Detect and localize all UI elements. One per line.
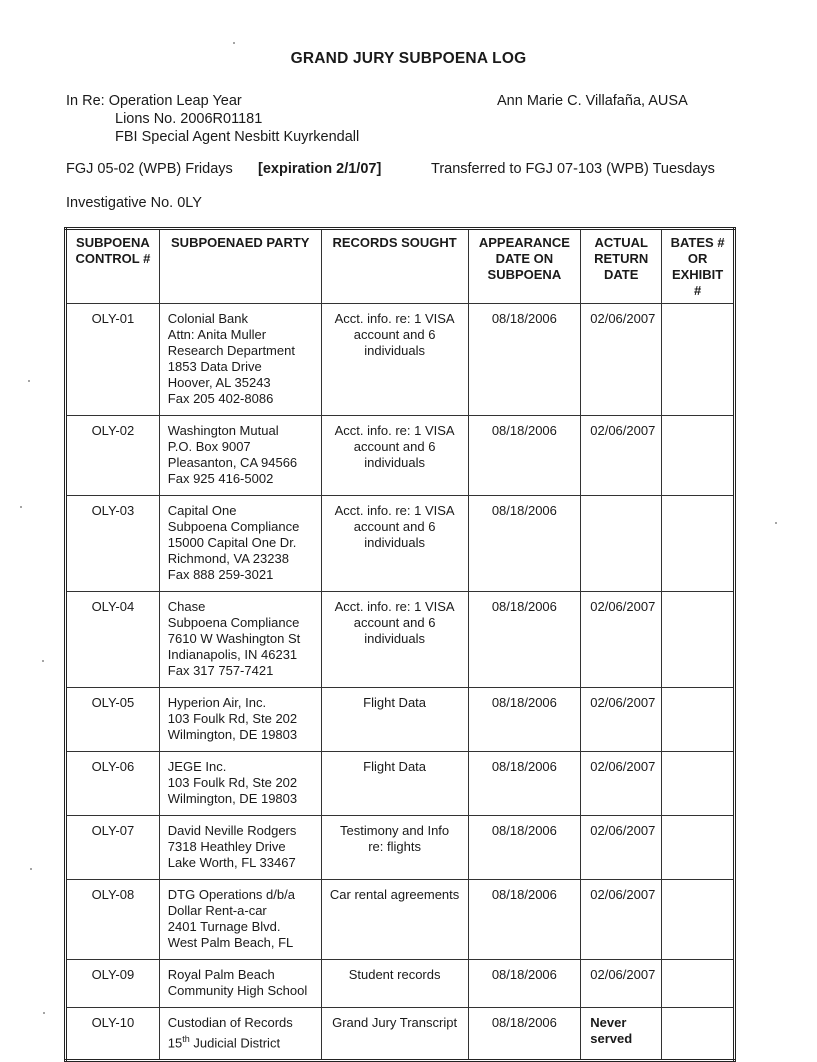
table-header-row (66, 229, 735, 304)
records-line: account and 6 (353, 519, 436, 534)
bates-exhibit (662, 416, 735, 496)
control-number: OLY-04 (66, 592, 160, 688)
page-title: GRAND JURY SUBPOENA LOG (290, 50, 527, 67)
header-line: SUBPOENA (487, 267, 562, 282)
party-line: P.O. Box 9007 (167, 439, 251, 454)
records-line: Grand Jury Transcript (332, 1015, 458, 1030)
control-number: OLY-03 (66, 496, 160, 592)
fbi-agent: FBI Special Agent Nesbitt Kuyrkendall (115, 129, 360, 145)
records-line: Flight Data (363, 695, 427, 710)
records-line: individuals (364, 343, 425, 358)
table-row (66, 496, 735, 592)
table-row (66, 416, 735, 496)
records-sought (321, 816, 468, 880)
actual-line: 02/06/2007 (590, 311, 656, 326)
records-sought (321, 592, 468, 688)
header-line: RETURN (594, 251, 649, 266)
subpoenaed-party (159, 880, 321, 960)
control-number: OLY-10 (66, 1008, 160, 1061)
records-line: Acct. info. re: 1 VISA (334, 503, 455, 518)
header-line: EXHIBIT (671, 267, 724, 282)
records-line: Acct. info. re: 1 VISA (334, 423, 455, 438)
party-line: Fax 888 259-3021 (167, 567, 274, 582)
control-number: OLY-06 (66, 752, 160, 816)
records-sought (321, 960, 468, 1008)
party-line: JEGE Inc. (167, 759, 227, 774)
actual-return-date (581, 752, 662, 816)
actual-return-date (581, 880, 662, 960)
subpoenaed-party (159, 816, 321, 880)
subpoenaed-party (159, 304, 321, 416)
table-row (66, 816, 735, 880)
records-line: account and 6 (353, 615, 436, 630)
party-line: Dollar Rent-a-car (167, 903, 267, 918)
party-line: Custodian of Records (167, 1015, 293, 1030)
control-number: OLY-01 (66, 304, 160, 416)
party-line: Royal Palm Beach (167, 967, 275, 982)
fgj-line: FGJ 05-02 (WPB) Fridays (66, 161, 233, 177)
appearance-date: 08/18/2006 (468, 688, 581, 752)
records-line: Student records (348, 967, 441, 982)
table-row (66, 1008, 735, 1061)
party-line: 2401 Turnage Blvd. (167, 919, 281, 934)
records-sought (321, 1008, 468, 1061)
bates-exhibit (662, 304, 735, 416)
party-line: Fax 925 416-5002 (167, 471, 274, 486)
header-line: SUBPOENAED PARTY (171, 235, 310, 250)
actual-return-date (581, 816, 662, 880)
appearance-date: 08/18/2006 (468, 592, 581, 688)
party-line: DTG Operations d/b/a (167, 887, 295, 902)
actual-line: 02/06/2007 (590, 759, 656, 774)
appearance-date: 08/18/2006 (468, 416, 581, 496)
subpoenaed-party (159, 688, 321, 752)
actual-line: 02/06/2007 (590, 967, 656, 982)
party-line: 103 Foulk Rd, Ste 202 (167, 711, 298, 726)
party-line: 1853 Data Drive (167, 359, 262, 374)
table-row (66, 688, 735, 752)
party-line: Indianapolis, IN 46231 (167, 647, 298, 662)
in-re-line: In Re: Operation Leap Year (66, 93, 242, 109)
party-line: Capital One (167, 503, 237, 518)
subpoenaed-party (159, 592, 321, 688)
party-line: Washington Mutual (167, 423, 279, 438)
header-line: DATE (604, 267, 639, 282)
party-line: Fax 317 757-7421 (167, 663, 274, 678)
party-line: Pleasanton, CA 94566 (167, 455, 298, 470)
party-line: 7318 Heathley Drive (167, 839, 286, 854)
appearance-date: 08/18/2006 (468, 816, 581, 880)
records-line: individuals (364, 455, 425, 470)
control-number: OLY-09 (66, 960, 160, 1008)
lions-number: Lions No. 2006R01181 (115, 111, 263, 127)
actual-line: 02/06/2007 (590, 887, 656, 902)
appearance-date: 08/18/2006 (468, 752, 581, 816)
party-line: David Neville Rodgers (167, 823, 297, 838)
records-sought (321, 752, 468, 816)
party-line: Colonial Bank (167, 311, 248, 326)
party-line: Hoover, AL 35243 (167, 375, 271, 390)
subpoenaed-party (159, 496, 321, 592)
party-line: Fax 205 402-8086 (167, 391, 274, 406)
header-line: RECORDS SOUGHT (332, 235, 457, 250)
header-control (66, 229, 160, 304)
party-line: Richmond, VA 23238 (167, 551, 289, 566)
records-sought (321, 496, 468, 592)
records-sought (321, 416, 468, 496)
bates-exhibit (662, 880, 735, 960)
bates-exhibit (662, 592, 735, 688)
header-line: DATE ON (495, 251, 554, 266)
control-number: OLY-02 (66, 416, 160, 496)
header-records (321, 229, 468, 304)
header-line: OR (687, 251, 708, 266)
header-line: CONTROL # (75, 251, 151, 266)
header-bates (662, 229, 735, 304)
ausa-name: Ann Marie C. Villafaña, AUSA (497, 93, 688, 109)
subpoenaed-party (159, 960, 321, 1008)
case-info (66, 92, 359, 146)
party-line: Community High School (167, 983, 308, 998)
actual-return-date (581, 496, 662, 592)
control-number: OLY-05 (66, 688, 160, 752)
header-line: BATES # (670, 235, 725, 250)
actual-line: served (590, 1031, 633, 1046)
actual-line: 02/06/2007 (590, 823, 656, 838)
expiration-note: [expiration 2/1/07] (258, 161, 382, 177)
appearance-date: 08/18/2006 (468, 1008, 581, 1061)
subpoena-log-table (64, 227, 736, 1062)
records-line: Acct. info. re: 1 VISA (334, 311, 455, 326)
subpoenaed-party (159, 416, 321, 496)
appearance-date: 08/18/2006 (468, 880, 581, 960)
party-line: Research Department (167, 343, 295, 358)
actual-return-date (581, 304, 662, 416)
party-line: 7610 W Washington St (167, 631, 301, 646)
investigative-number: Investigative No. 0LY (66, 195, 202, 211)
actual-line: 02/06/2007 (590, 695, 656, 710)
actual-line: 02/06/2007 (590, 599, 656, 614)
header-line: APPEARANCE (478, 235, 570, 250)
table-row (66, 960, 735, 1008)
table-row (66, 304, 735, 416)
bates-exhibit (662, 688, 735, 752)
records-sought (321, 688, 468, 752)
actual-return-date (581, 592, 662, 688)
control-number: OLY-08 (66, 880, 160, 960)
header-line: SUBPOENA (76, 235, 150, 250)
appearance-date: 08/18/2006 (468, 496, 581, 592)
subpoenaed-party (159, 1008, 321, 1061)
records-line: Acct. info. re: 1 VISA (334, 599, 455, 614)
actual-return-date (581, 416, 662, 496)
actual-line: Never (590, 1015, 627, 1030)
bates-exhibit (662, 496, 735, 592)
bates-exhibit (662, 1008, 735, 1061)
party-line: Wilmington, DE 19803 (167, 791, 298, 806)
records-line: account and 6 (353, 327, 436, 342)
bates-exhibit (662, 816, 735, 880)
party-line: 15th Judicial District (167, 1034, 281, 1051)
actual-return-date (581, 688, 662, 752)
bates-exhibit (662, 752, 735, 816)
table-row (66, 880, 735, 960)
records-line: Testimony and Info (340, 823, 450, 838)
table-row (66, 752, 735, 816)
party-line: Subpoena Compliance (167, 519, 300, 534)
party-line: Subpoena Compliance (167, 615, 300, 630)
header-party (159, 229, 321, 304)
records-line: individuals (364, 535, 425, 550)
records-sought (321, 304, 468, 416)
party-line: Attn: Anita Muller (167, 327, 267, 342)
subpoenaed-party (159, 752, 321, 816)
party-line: Lake Worth, FL 33467 (167, 855, 296, 870)
records-line: account and 6 (353, 439, 436, 454)
bates-exhibit (662, 960, 735, 1008)
party-line: 103 Foulk Rd, Ste 202 (167, 775, 298, 790)
party-line: Chase (167, 599, 206, 614)
records-line: individuals (364, 631, 425, 646)
header-appearance (468, 229, 581, 304)
transferred-line: Transferred to FGJ 07-103 (WPB) Tuesdays (431, 161, 715, 177)
party-line: Hyperion Air, Inc. (167, 695, 267, 710)
records-line: re: flights (368, 839, 421, 854)
actual-return-date (581, 960, 662, 1008)
party-line: Wilmington, DE 19803 (167, 727, 298, 742)
party-line: West Palm Beach, FL (167, 935, 294, 950)
party-line: 15000 Capital One Dr. (167, 535, 297, 550)
records-sought (321, 880, 468, 960)
actual-line: 02/06/2007 (590, 423, 656, 438)
appearance-date: 08/18/2006 (468, 960, 581, 1008)
appearance-date: 08/18/2006 (468, 304, 581, 416)
header-actual (581, 229, 662, 304)
table-row (66, 592, 735, 688)
records-line: Flight Data (363, 759, 427, 774)
records-line: Car rental agreements (329, 887, 460, 902)
header-line: ACTUAL (594, 235, 648, 250)
actual-return-date (581, 1008, 662, 1061)
header-line: # (693, 283, 702, 298)
control-number: OLY-07 (66, 816, 160, 880)
